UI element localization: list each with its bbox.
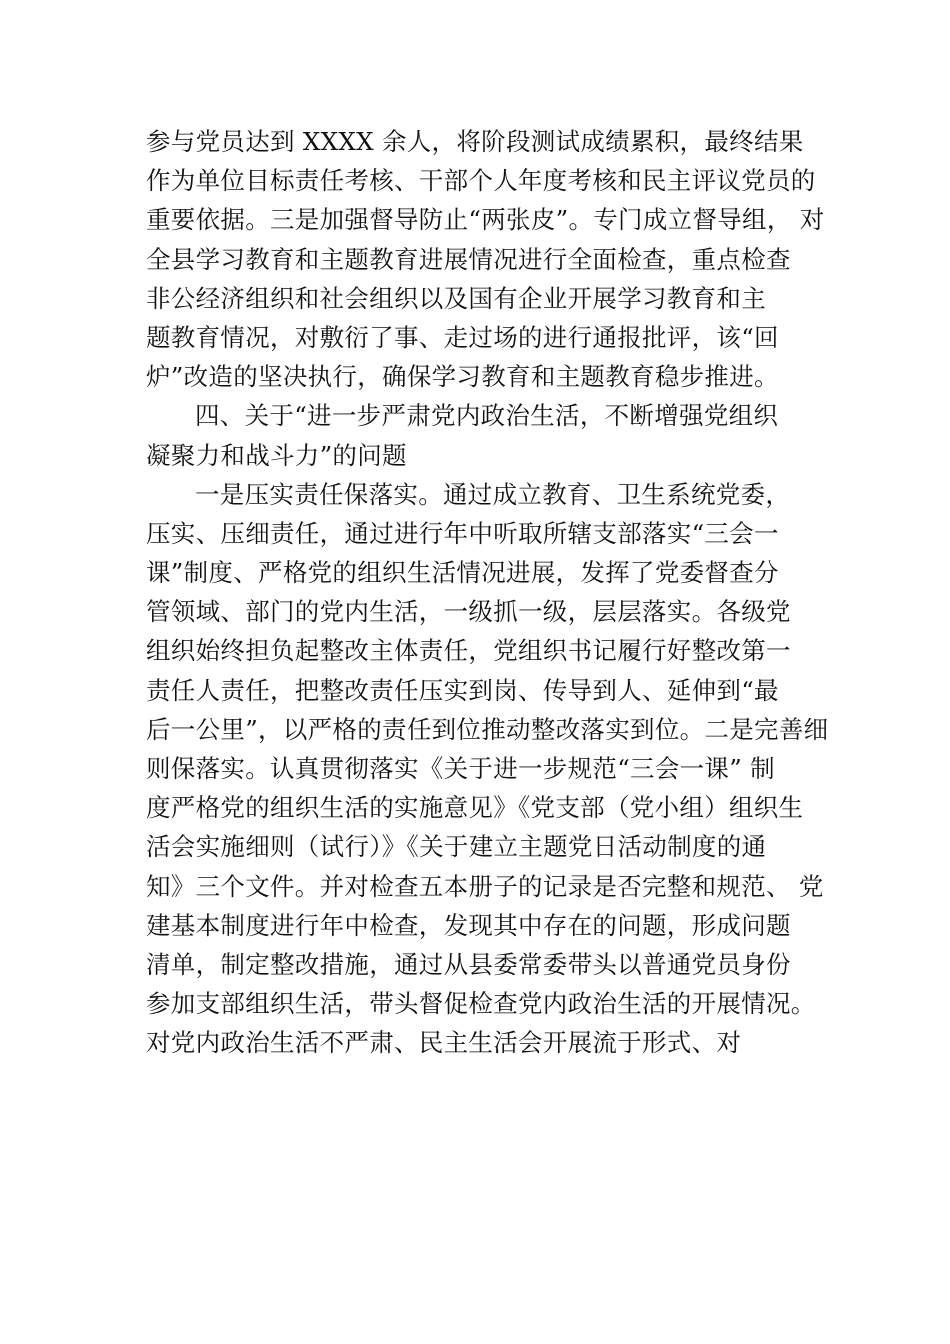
text-line: 非公经济组织和社会组织以及国有企业开展学习教育和主 <box>146 283 766 313</box>
text-line: 压实、压细责任，通过进行年中听取所辖支部落实“三会一 <box>146 518 779 548</box>
text-line: 则保落实。认真贯彻落实《关于进一步规范“三会一课” 制 <box>146 754 775 783</box>
text-line: 知》三个文件。并对检查五本册子的记录是否完整和规范、 党 <box>146 871 824 901</box>
text-line: 后一公里”，以严格的责任到位推动整改落实到位。二是完善细 <box>146 714 829 744</box>
text-line: 管领域、部门的党内生活，一级抓一级，层层落实。各级党 <box>146 597 791 627</box>
text-line: 参加支部组织生活，带头督促检查党内政治生活的开展情况。 <box>146 989 816 1019</box>
text-line: 组织始终担负起整改主体责任，党组织书记履行好整改第一 <box>146 636 791 666</box>
text-line: 炉”改造的坚决执行，确保学习教育和主题教育稳步推进。 <box>146 362 779 392</box>
text-line: 建基本制度进行年中检查，发现其中存在的问题，形成问题 <box>146 910 791 940</box>
document-body <box>146 122 836 1063</box>
text-line: 对党内政治生活不严肃、民主生活会开展流于形式、对 <box>146 1028 742 1058</box>
text-line: 题教育情况，对敷衍了事、走过场的进行通报批评，该“回 <box>146 322 779 352</box>
text-line: 作为单位目标责任考核、干部个人年度考核和民主评议党员的 <box>146 166 816 196</box>
text-line: 课”制度、严格党的组织生活情况进展，发挥了党委督查分 <box>146 558 779 588</box>
text-line: 责任人责任，把整改责任压实到岗、传导到人、延伸到“最 <box>146 675 779 705</box>
text-line: 清单，制定整改措施，通过从县委常委带头以普通党员身份 <box>146 949 791 979</box>
section-heading-continued: 凝聚力和战斗力”的问题 <box>146 440 407 470</box>
text-line: 参与党员达到 XXXX 余人，将阶段测试成绩累积，最终结果 <box>146 127 804 156</box>
text-line: 度严格党的组织生活的实施意见》《党支部（党小组）组织生 <box>146 793 804 823</box>
text-line: 重要依据。三是加强督导防止“两张皮”。专门成立督导组， 对 <box>146 205 825 235</box>
section-heading: 四、关于“进一步严肃党内政治生活，不断增强党组织 <box>195 401 779 431</box>
text-line: 全县学习教育和主题教育进展情况进行全面检查，重点检查 <box>146 244 791 274</box>
paragraph-start: 一是压实责任保落实。通过成立教育、卫生系统党委， <box>195 479 791 509</box>
text-line: 活会实施细则（试行）》《关于建立主题党日活动制度的通 <box>146 832 767 862</box>
